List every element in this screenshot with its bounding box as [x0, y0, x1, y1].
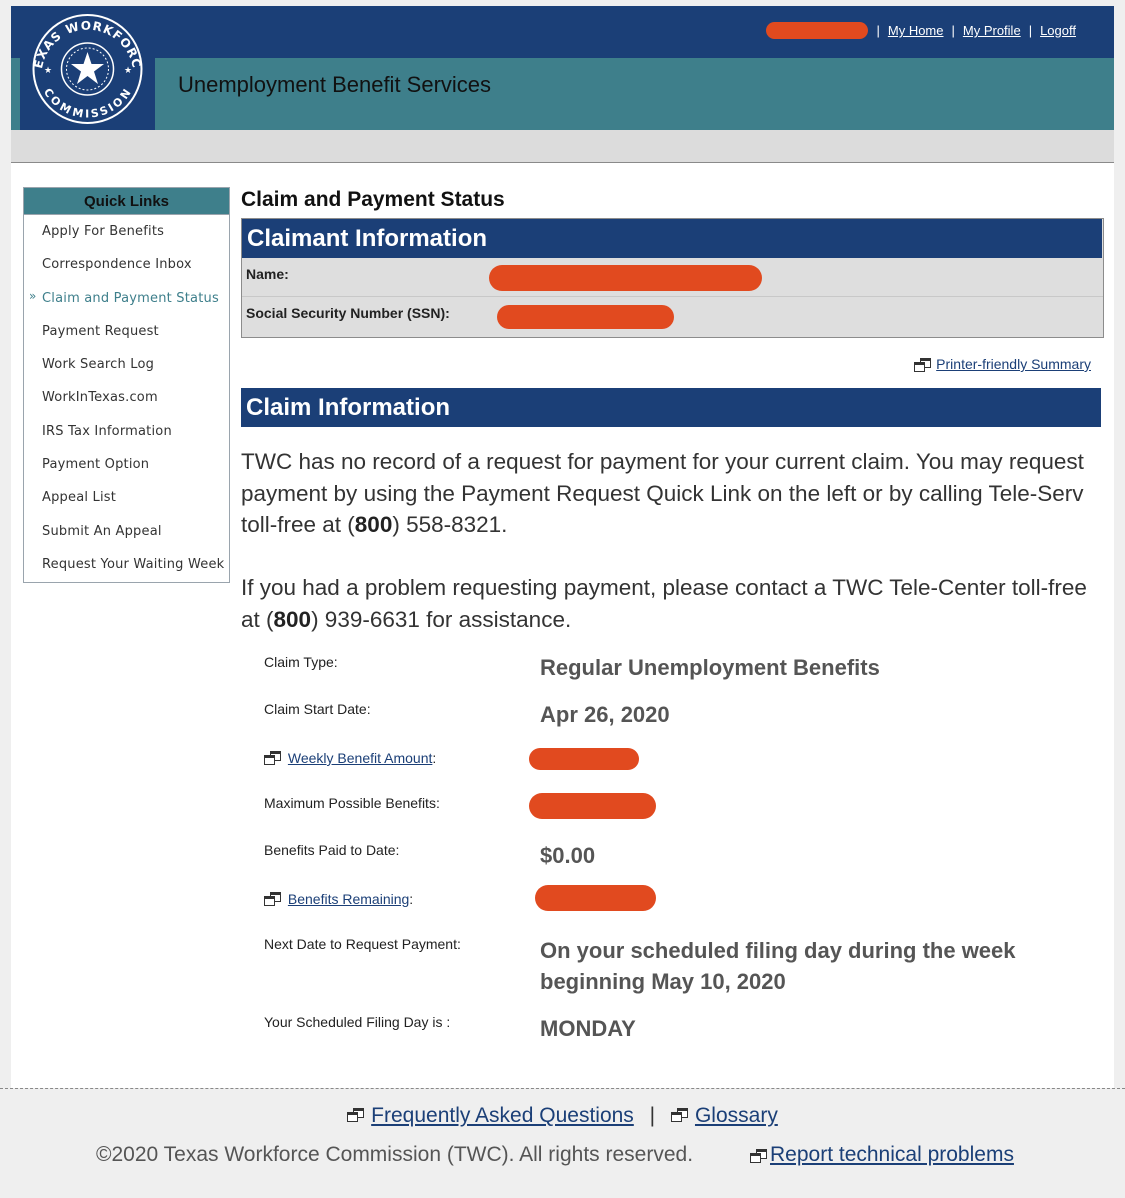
redacted-maximum-benefits: [529, 793, 656, 819]
printer-friendly-summary: [914, 356, 1091, 372]
faq-link[interactable]: Frequently Asked Questions: [371, 1104, 634, 1127]
redacted-name: [489, 265, 762, 291]
logoff-link[interactable]: Logoff: [1040, 23, 1076, 38]
weekly-benefit-amount-link[interactable]: Weekly Benefit Amount: [287, 750, 433, 766]
user-nav: | My Home | My Profile | Logoff: [766, 22, 1076, 39]
benefits-remaining-link[interactable]: Benefits Remaining: [287, 891, 410, 907]
name-label: Name:: [246, 266, 289, 282]
footer-separator: |: [649, 1104, 656, 1127]
redacted-ssn: [497, 305, 674, 329]
new-window-icon: [347, 1108, 363, 1120]
my-profile-link[interactable]: My Profile: [962, 23, 1021, 38]
page: [11, 6, 1114, 1088]
new-window-icon: [750, 1149, 766, 1161]
new-window-icon: [671, 1108, 687, 1120]
quick-links-panel: [23, 187, 230, 583]
sidebar-item-appeal-list[interactable]: Appeal List: [42, 490, 117, 506]
redacted-weekly-amount: [529, 748, 639, 770]
sidebar-item-payment-request[interactable]: Payment Request: [42, 323, 159, 339]
logo-star-right: ★: [124, 65, 133, 75]
copyright-text: ©2020 Texas Workforce Commission (TWC). All rights reserved.: [96, 1143, 694, 1166]
report-problems: [750, 1143, 1014, 1167]
glossary-link[interactable]: Glossary: [694, 1104, 778, 1127]
filing-day-label: Your Scheduled Filing Day is :: [264, 1014, 451, 1030]
logo-bottom-text: COMMISSION: [40, 85, 135, 121]
maximum-benefits-label: Maximum Possible Benefits:: [264, 795, 440, 811]
active-marker-icon: »: [29, 288, 37, 303]
next-request-date-value: On your scheduled filing day during the week beginning May 10, 2020: [540, 938, 1016, 994]
gray-nav-bar: [11, 130, 1114, 163]
sidebar-item-correspondence-inbox[interactable]: Correspondence Inbox: [42, 257, 192, 273]
app-title: Unemployment Benefit Services: [178, 72, 492, 97]
svg-text:TEXAS WORKFORCE: [20, 8, 144, 70]
my-home-link[interactable]: My Home: [887, 23, 944, 38]
sidebar-item-irs-tax-information[interactable]: IRS Tax Information: [42, 423, 172, 439]
name-row: [242, 258, 1103, 297]
benefits-paid-value: $0.00: [540, 843, 596, 868]
no-payment-request-message: TWC has no record of a request for payment for your current claim. You may request payment by using the Payment Request Quick Link on the left or by calling Tele-Serv toll-free at (800) 558-8321.: [241, 449, 1084, 537]
sidebar-item-work-search-log[interactable]: Work Search Log: [42, 357, 155, 373]
sidebar-item-apply-for-benefits[interactable]: Apply For Benefits: [42, 224, 165, 239]
claimant-information-header: Claimant Information: [242, 219, 1102, 258]
benefits-remaining-row: Benefits Remaining:: [264, 891, 413, 907]
tele-center-message: If you had a problem requesting payment, please contact a TWC Tele-Center toll-free at (800) 939-6631 for assistance.: [241, 575, 1087, 632]
new-window-icon: [264, 892, 280, 904]
claim-start-date-value: Apr 26, 2020: [540, 702, 670, 727]
new-window-icon: [914, 358, 930, 370]
sidebar-item-label: Claim and Payment Status: [42, 290, 219, 306]
sidebar-item-payment-option[interactable]: Payment Option: [42, 457, 150, 473]
redacted-username: [766, 22, 868, 39]
sidebar-item-request-waiting-week[interactable]: Request Your Waiting Week: [42, 556, 225, 572]
sidebar-item-submit-an-appeal[interactable]: Submit An Appeal: [42, 523, 162, 539]
claim-type-value: Regular Unemployment Benefits: [540, 655, 880, 680]
claimant-information-panel: [241, 218, 1104, 338]
logo-top-text: EXAS WORKFORC: [31, 18, 144, 70]
footer-links: [0, 1104, 1125, 1128]
claim-information-header: Claim Information: [241, 388, 1101, 427]
weekly-benefit-amount-row: Weekly Benefit Amount:: [264, 750, 436, 766]
sidebar-item-workintexas[interactable]: WorkInTexas.com: [42, 390, 158, 406]
benefits-paid-label: Benefits Paid to Date:: [264, 842, 400, 858]
ssn-label: Social Security Number (SSN):: [246, 305, 450, 321]
header-band: [11, 58, 1114, 130]
claim-type-label: Claim Type:: [264, 654, 338, 670]
quick-links-title: Quick Links: [24, 188, 229, 215]
ssn-row: [242, 297, 1103, 335]
report-technical-problems-link[interactable]: Report technical problems: [770, 1143, 1014, 1166]
new-window-icon: [264, 751, 280, 763]
svg-text:COMMISSION: [41, 86, 134, 121]
twc-seal-icon: [20, 8, 155, 130]
footer-divider: [0, 1088, 1125, 1089]
redacted-benefits-remaining: [535, 885, 656, 911]
printer-friendly-summary-link[interactable]: Printer-friendly Summary: [936, 356, 1091, 372]
twc-logo[interactable]: [20, 8, 155, 130]
page-title: Claim and Payment Status: [241, 188, 505, 211]
logo-star-left: ★: [44, 65, 53, 75]
claim-start-date-label: Claim Start Date:: [264, 701, 371, 717]
next-request-date-label: Next Date to Request Payment:: [264, 936, 461, 952]
sidebar-item-claim-and-payment-status[interactable]: [24, 282, 229, 315]
filing-day-value: MONDAY: [540, 1016, 636, 1041]
